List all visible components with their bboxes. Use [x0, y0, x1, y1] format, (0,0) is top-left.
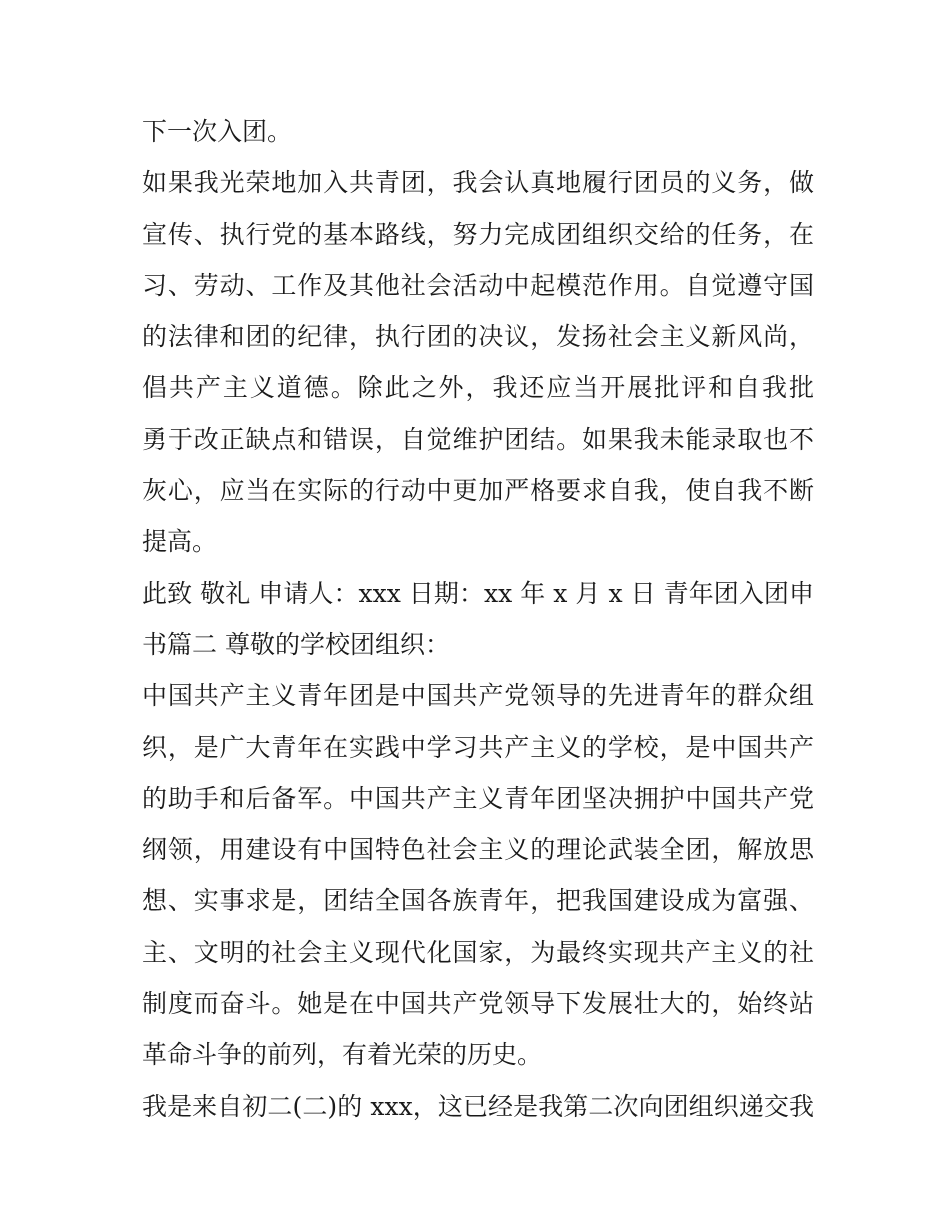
text-line: 的法律和团的纪律，执行团的决议，发扬社会主义新风尚，: [142, 322, 814, 352]
text-line: 书篇二 尊敬的学校团组织：: [142, 629, 450, 659]
text-line: 灰心，应当在实际的行动中更加严格要求自我，使自我不断: [142, 476, 814, 506]
text-line: 主、文明的社会主义现代化国家，为最终实现共产主义的社: [142, 937, 814, 967]
text-line: 中国共产主义青年团是中国共产党领导的先进青年的群众组: [142, 681, 814, 711]
text-line: 习、劳动、工作及其他社会活动中起模范作用。自觉遵守国: [142, 270, 814, 300]
text-line: 提高。: [142, 527, 218, 557]
text-line: 的助手和后备军。中国共产主义青年团坚决拥护中国共产党: [142, 783, 814, 813]
text-line: 下一次入团。: [142, 117, 293, 146]
text-line: 此致 敬礼 申请人：xxx 日期：xx 年 x 月 x 日 青年团入团申: [142, 578, 814, 608]
text-line: 我是来自初二(二)的 xxx，这已经是我第二次向团组织递交我: [142, 1091, 814, 1121]
text-line: 倡共产主义道德。除此之外，我还应当开展批评和自我批: [142, 373, 814, 403]
text-line: 革命斗争的前列，有着光荣的历史。: [142, 1040, 543, 1070]
text-line: 制度而奋斗。她是在中国共产党领导下发展壮大的，始终站: [142, 989, 814, 1019]
text-line: 纲领，用建设有中国特色社会主义的理论武装全团，解放思: [142, 835, 814, 865]
text-line: 想、实事求是，团结全国各族青年，把我国建设成为富强、: [142, 886, 814, 916]
text-line: 宣传、执行党的基本路线，努力完成团组织交给的任务，在: [142, 219, 814, 249]
document-body: [142, 106, 814, 1132]
text-line: 织，是广大青年在实践中学习共产主义的学校，是中国共产: [142, 732, 814, 762]
text-line: 勇于改正缺点和错误，自觉维护团结。如果我未能录取也不: [142, 424, 814, 454]
text-line: 如果我光荣地加入共青团，我会认真地履行团员的义务，做: [142, 168, 814, 198]
